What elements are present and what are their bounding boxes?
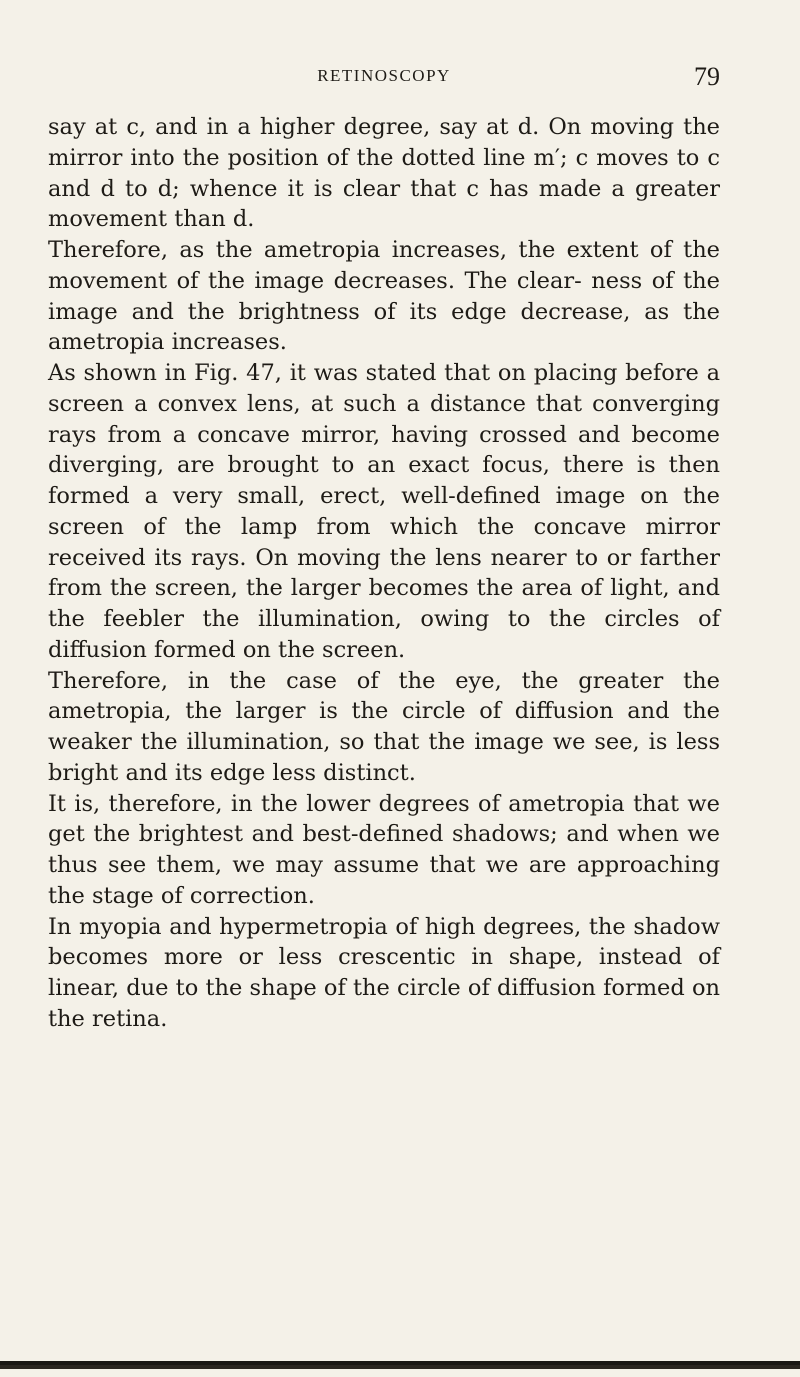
paragraph-2: Therefore, as the ametropia increases, the extent of the movement of the image decreases. The clear- ness of the image and the brightness of its edge decrease, as the ametropia increases. [48,237,720,356]
page-number: 79 [694,62,720,91]
body-text [48,112,720,1035]
paragraph-4: Therefore, in the case of the eye, the greater the ametropia, the larger is the circle of diffusion and the weaker the illumination, so that the image we see, is less bright and its edge less distinct. [48,667,720,786]
page-header [48,62,720,94]
paragraph-5: It is, therefore, in the lower degrees of ametropia that we get the brightest and best-defined shadows; and when we thus see them, we may assume that we are approaching the stage of correction. [48,790,720,909]
paragraph-1: say at c, and in a higher degree, say at d. On moving the mirror into the position of the dotted line m′; c moves to c and d to d; whence it is clear that c has made a greater movement than d. [48,114,720,233]
page-bottom-edge [0,1343,800,1377]
running-head: RETINOSCOPY [317,66,451,85]
paragraph-6: In myopia and hypermetropia of high degrees, the shadow becomes more or less crescentic in shape, instead of linear, due to the shape of the circle of diffusion formed on the retina. [48,913,720,1032]
paragraph-3: As shown in Fig. 47, it was stated that on placing before a screen a convex lens, at such a distance that converging rays from a concave mirror, having crossed and become diverging, are brought to an exact focus, there is then formed a very small, erect, well-defined image on the screen of the lamp from which the concave mirror received its rays. On moving the lens nearer to or farther from the screen, the larger becomes the area of light, and the feebler the illumination, owing to the circles of diffusion formed on the screen. [48,360,720,663]
